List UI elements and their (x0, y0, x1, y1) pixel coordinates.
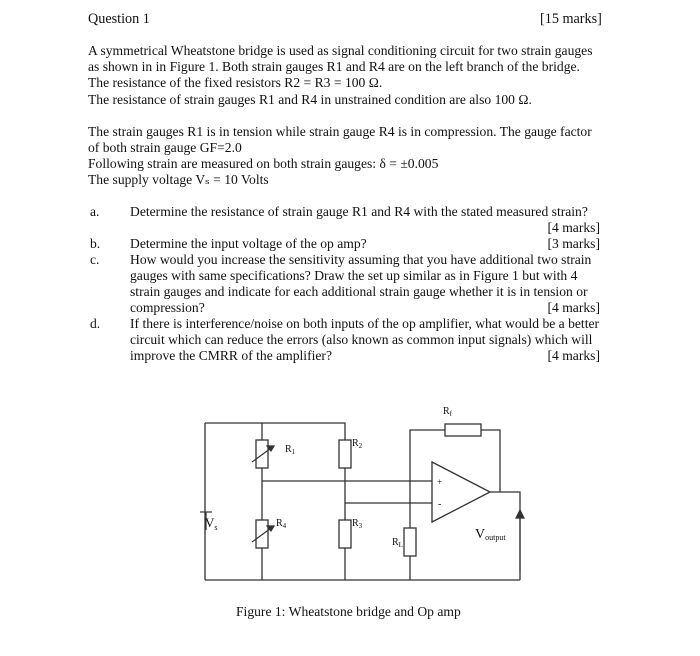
question-a-label: a. (90, 204, 100, 219)
question-d-marks: [4 marks] (547, 348, 600, 363)
question-a-marks: [4 marks] (547, 220, 600, 235)
label-rf: $R_f$ (443, 406, 453, 418)
intro-line: The resistance of the fixed resistors R2 = R3 = 100 Ω. (88, 75, 383, 90)
question-b-label: b. (90, 236, 101, 251)
resistor-rf (445, 424, 481, 436)
question-marks: [15 marks] (540, 11, 602, 27)
figure-caption: Figure 1: Wheatstone bridge and Op amp (236, 604, 461, 619)
wire (481, 430, 500, 492)
question-d-label: d. (90, 316, 101, 331)
intro-line: as shown in in Figure 1. Both strain gauges R1 and R4 are on the left branch of the bridge. (88, 59, 580, 74)
label-minus: - (438, 499, 442, 510)
label-r4: $R_4$ (276, 518, 287, 530)
question-c-label: c. (90, 252, 100, 267)
question-c-text: How would you increase the sensitivity assuming that you have additional two strain (130, 252, 592, 267)
condition-line: of both strain gauge GF=2.0 (88, 140, 242, 155)
question-b-text: Determine the input voltage of the op amp? (130, 236, 367, 251)
label-r2: $R_2$ (352, 438, 363, 450)
question-c-marks: [4 marks] (547, 300, 600, 315)
vout-arrow-head (516, 510, 524, 518)
label-rl: $R_L$ (392, 537, 403, 549)
question-a-text: Determine the resistance of strain gauge R1 and R4 with the stated measured strain? (130, 204, 588, 219)
question-d-text: circuit which can reduce the errors (also known as common input signals) which will (130, 332, 593, 347)
resistor-r2 (339, 440, 351, 468)
label-r3: $R_3$ (352, 518, 363, 530)
label-vout: Voutput (475, 527, 506, 542)
question-title: Question 1 (88, 11, 150, 27)
resistor-rl (404, 528, 416, 556)
label-vs: $V_s$ (205, 515, 218, 532)
opamp-symbol (432, 462, 490, 522)
question-c-text: compression? (130, 300, 205, 315)
question-c-text: strain gauges and indicate for each additional strain gauge whether it is in tension or (130, 284, 588, 299)
question-d-text: If there is interference/noise on both inputs of the op amplifier, what would be a better (130, 316, 600, 331)
intro-line: The resistance of strain gauges R1 and R4 in unstrained condition are also 100 Ω. (88, 92, 532, 107)
question-d-text: improve the CMRR of the amplifier? (130, 348, 332, 363)
question-b-marks: [3 marks] (547, 236, 600, 251)
condition-line: Following strain are measured on both strain gauges: δ = ±0.005 (88, 156, 439, 171)
question-c-text: gauges with same specifications? Draw the set up similar as in Figure 1 but with 4 (130, 268, 578, 283)
label-plus: + (437, 477, 443, 487)
condition-line: The strain gauges R1 is in tension while strain gauge R4 is in compression. The gauge factor (88, 124, 592, 139)
intro-line: A symmetrical Wheatstone bridge is used as signal conditioning circuit for two strain gauges (88, 43, 593, 58)
resistor-r3 (339, 520, 351, 548)
label-r1: $R_1$ (285, 444, 296, 456)
wire (330, 423, 345, 440)
condition-line: The supply voltage Vₛ = 10 Volts (88, 172, 269, 187)
